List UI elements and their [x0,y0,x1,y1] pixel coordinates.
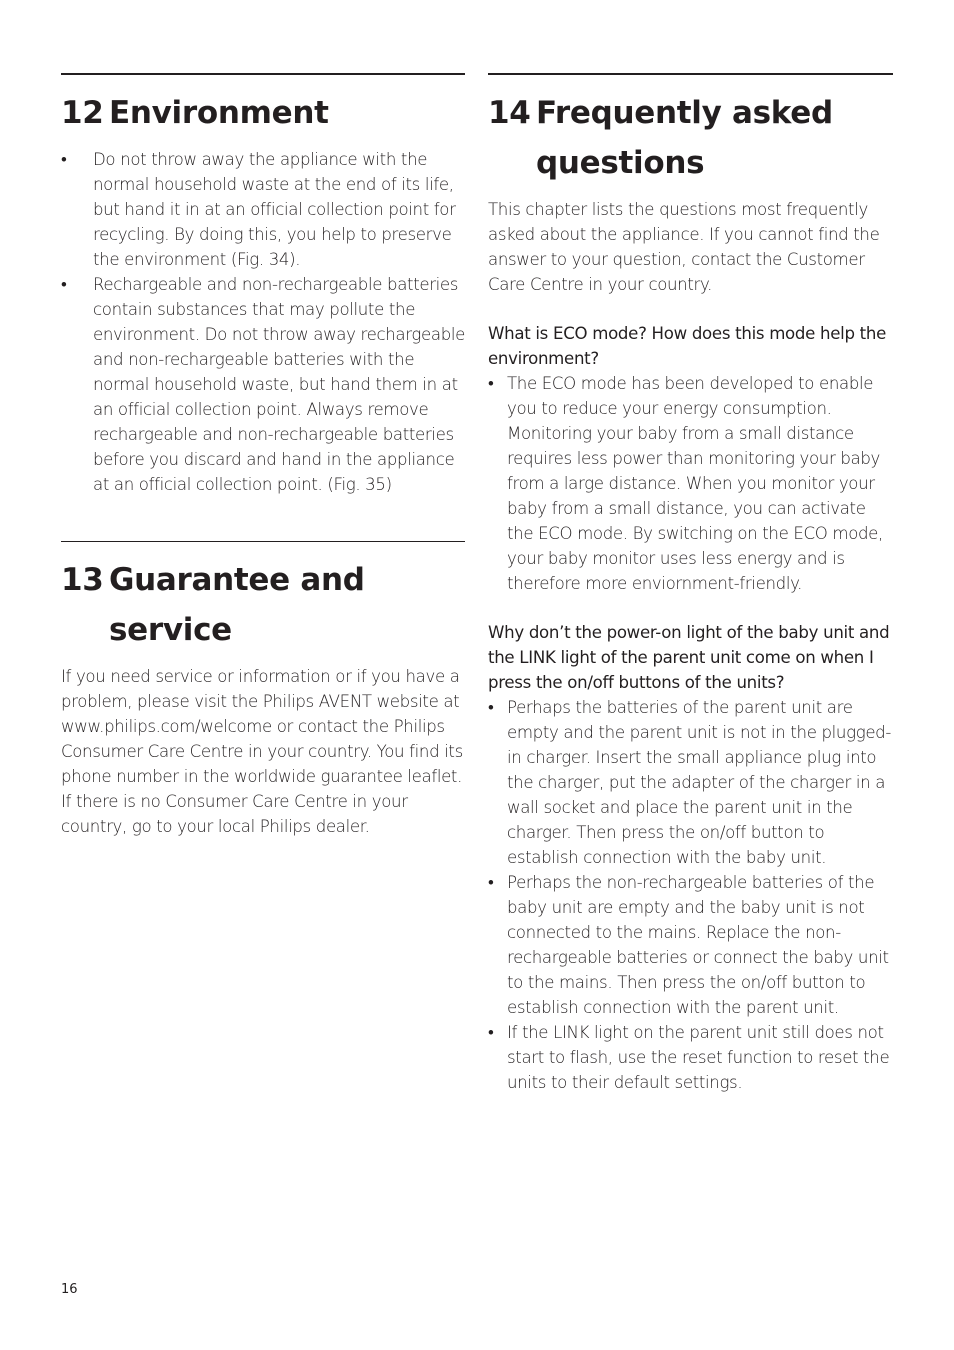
list-item [61,272,465,497]
section-number: 12 [61,95,104,131]
left-column [61,73,465,839]
faq-question: Why don’t the power-on light of the baby unit and the LINK light of the parent unit come on when I press the on/off buttons of the units? [488,623,890,692]
list-item-text: If the LINK light on the parent unit still does not start to flash, use the reset function to reset the units to their default settings. [507,1023,890,1092]
bullet-icon: • [488,698,494,717]
faq-intro: This chapter lists the questions most frequently asked about the appliance. If you cannot find the answer to your question, contact the Customer Care Centre in your country. [488,200,880,294]
section-heading-faq [488,88,893,188]
list-item-text: The ECO mode has been developed to enable you to reduce your energy consumption. Monitoring your baby from a small distance requires less power than monitoring your baby from a large distance. When you monitor your baby from a small distance, you can activate the ECO mode. By switching on the ECO mode, your baby monitor uses less energy and is therefore more enviornment-friendly. [507,374,883,593]
list-item-text: Perhaps the batteries of the parent unit are empty and the parent unit is not in the plugged-in charger. Insert the small appliance plug into the charger, put the adapter of the charger in a wall socket and place the parent unit in the charger. Then press the on/off button to establish connection with the baby unit. [507,698,891,867]
section-title: Frequently asked [536,95,833,131]
section-divider [61,73,465,75]
right-column [488,73,893,1095]
section-heading-guarantee [61,555,465,655]
list-item [488,371,893,596]
faq-answer-list [488,371,893,596]
section-title: Guarantee and [109,562,365,598]
list-item [488,870,893,1020]
section-title-continued: service [109,612,232,648]
guarantee-body: If you need service or information or if you have a problem, please visit the Philips AVENT website at www.philips.com/welcome or contact the Philips Consumer Care Centre in your country. You find its phone number in the worldwide guarantee leaflet. If there is no Consumer Care Centre in your country, go to your local Philips dealer. [61,667,463,836]
section-divider [61,541,465,542]
list-item-text: Perhaps the non-rechargeable batteries of the baby unit are empty and the baby unit is not connected to the mains. Replace the non-rechargeable batteries or connect the baby unit to the mains. Then press the on/off button to establish connection with the parent unit. [507,873,889,1017]
faq-question: What is ECO mode? How does this mode help the environment? [488,324,887,368]
bullet-icon: • [488,1023,494,1042]
list-item [61,147,465,272]
section-number: 13 [61,562,104,598]
page-number: 16 [61,1282,78,1297]
environment-list [61,147,465,497]
faq-answer-list [488,695,893,1095]
list-item-text: Rechargeable and non-rechargeable batteries contain substances that may pollute the environment. Do not throw away rechargeable and non-rechargeable batteries with the normal household waste, but hand them in at an official collection point. Always remove rechargeable and non-rechargeable batteries before you discard and hand in the appliance at an official collection point. (Fig. 35) [93,275,466,494]
section-heading-environment [61,88,465,138]
list-item-text: Do not throw away the appliance with the normal household waste at the end of its life, but hand it in at an official collection point for recycling. By doing this, you help to preserve the environment (Fig. 34). [93,150,456,269]
list-item [488,695,893,870]
section-title: Environment [109,95,329,131]
list-item [488,1020,893,1095]
bullet-icon: • [61,275,67,294]
section-title-continued: questions [536,145,705,181]
section-divider [488,73,893,75]
bullet-icon: • [488,374,494,393]
bullet-icon: • [488,873,494,892]
bullet-icon: • [61,150,67,169]
section-number: 14 [488,95,531,131]
